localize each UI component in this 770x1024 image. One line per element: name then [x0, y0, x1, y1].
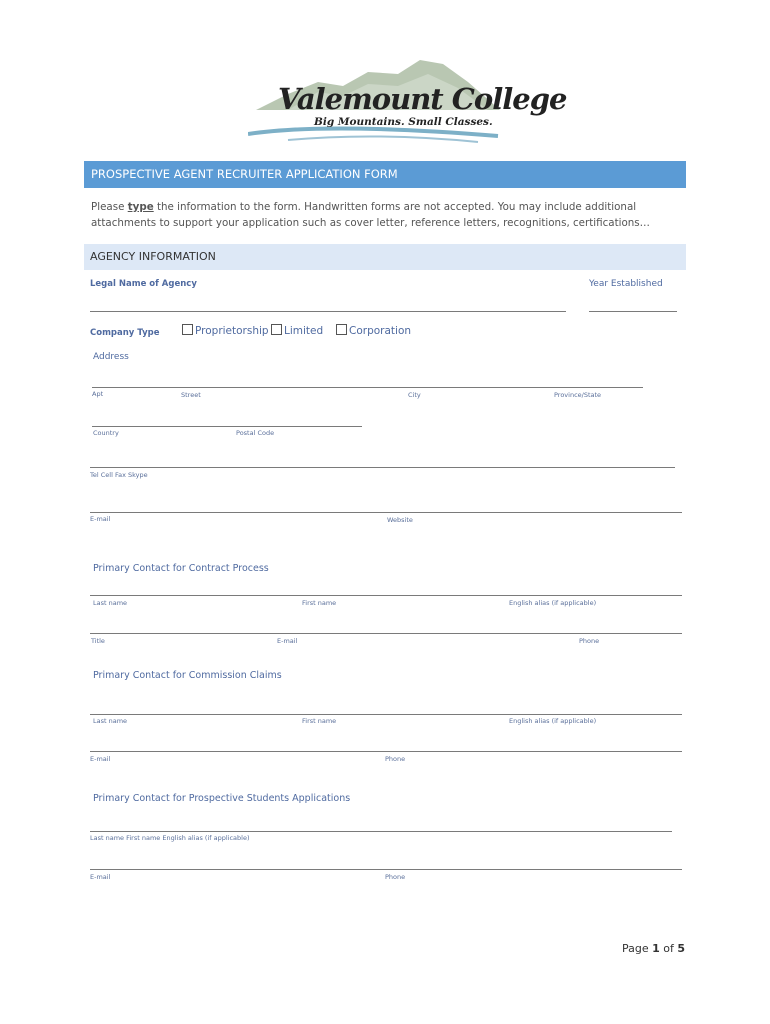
checkbox-icon[interactable] [182, 324, 193, 335]
year-established-field[interactable] [589, 311, 677, 312]
tel-label: Tel Cell Fax Skype [90, 471, 148, 479]
contract-section-title: Primary Contact for Contract Process [93, 563, 269, 574]
commission-name-field[interactable] [90, 714, 682, 715]
students-names-label: Last name First name English alias (if applicable) [90, 834, 250, 842]
page-total: 5 [677, 942, 686, 955]
contract-name-field[interactable] [90, 595, 682, 596]
commission-last-name-label: Last name [93, 717, 128, 725]
contract-title-email-field[interactable] [90, 633, 682, 634]
intro-post: the information to the form. Handwritten forms are not accepted. You may include additional attachments to support your application such as cover letter, reference letters, recognitions, certifications… [91, 201, 650, 229]
legal-name-field[interactable] [90, 311, 566, 312]
company-type-proprietorship[interactable] [182, 324, 269, 337]
page-number [622, 942, 685, 955]
tel-field[interactable] [90, 467, 675, 468]
company-type-corporation[interactable] [336, 324, 411, 337]
form-title-bar [84, 161, 686, 188]
logo-tagline: Big Mountains. Small Classes. [314, 116, 493, 128]
year-established-label: Year Established [589, 279, 663, 289]
students-email-label: E-mail [90, 873, 111, 881]
country-label: Country [93, 429, 119, 437]
website-label: Website [387, 516, 413, 524]
students-name-field[interactable] [90, 831, 672, 832]
commission-section-title: Primary Contact for Commission Claims [93, 670, 282, 681]
commission-phone-label: Phone [385, 755, 406, 763]
city-label: City [408, 391, 421, 399]
company-type-limited[interactable] [271, 324, 323, 337]
contract-first-name-label: First name [302, 599, 337, 607]
postal-code-label: Postal Code [236, 429, 275, 437]
agency-section-bar [84, 244, 686, 270]
page-current: 1 [652, 942, 660, 955]
limited-label: Limited [284, 325, 324, 337]
legal-name-label: Legal Name of Agency [90, 279, 197, 289]
contract-alias-label: English alias (if applicable) [509, 599, 597, 607]
checkbox-icon[interactable] [271, 324, 282, 335]
country-postal-field[interactable] [92, 426, 362, 427]
checkbox-icon[interactable] [336, 324, 347, 335]
students-phone-label: Phone [385, 873, 406, 881]
commission-email-phone-field[interactable] [90, 751, 682, 752]
logo-name: Valemount College [278, 82, 567, 116]
company-type-label: Company Type [90, 328, 160, 338]
address-label: Address [93, 352, 129, 362]
contract-email-label: E-mail [277, 637, 298, 645]
page-pre: Page [622, 942, 653, 955]
college-logo [248, 52, 567, 150]
contract-phone-label: Phone [579, 637, 600, 645]
apt-label: Apt [92, 390, 104, 398]
students-email-phone-field[interactable] [90, 869, 682, 870]
corporation-label: Corporation [349, 325, 412, 337]
address-field[interactable] [92, 387, 643, 388]
intro-emphasis: type [127, 201, 154, 213]
page-mid: of [659, 942, 678, 955]
proprietorship-label: Proprietorship [195, 325, 269, 337]
agency-section-title: AGENCY INFORMATION [90, 250, 216, 263]
street-label: Street [181, 391, 201, 399]
commission-email-label: E-mail [90, 755, 111, 763]
province-label: Province/State [554, 391, 602, 399]
contract-last-name-label: Last name [93, 599, 128, 607]
contract-title-label: Title [91, 637, 105, 645]
intro-pre: Please [91, 201, 128, 213]
students-section-title: Primary Contact for Prospective Students Applications [93, 793, 351, 804]
intro-text [91, 199, 671, 231]
email-website-field[interactable] [90, 512, 682, 513]
email-label: E-mail [90, 515, 111, 523]
commission-first-name-label: First name [302, 717, 337, 725]
commission-alias-label: English alias (if applicable) [509, 717, 597, 725]
form-title: PROSPECTIVE AGENT RECRUITER APPLICATION FORM [91, 167, 398, 181]
